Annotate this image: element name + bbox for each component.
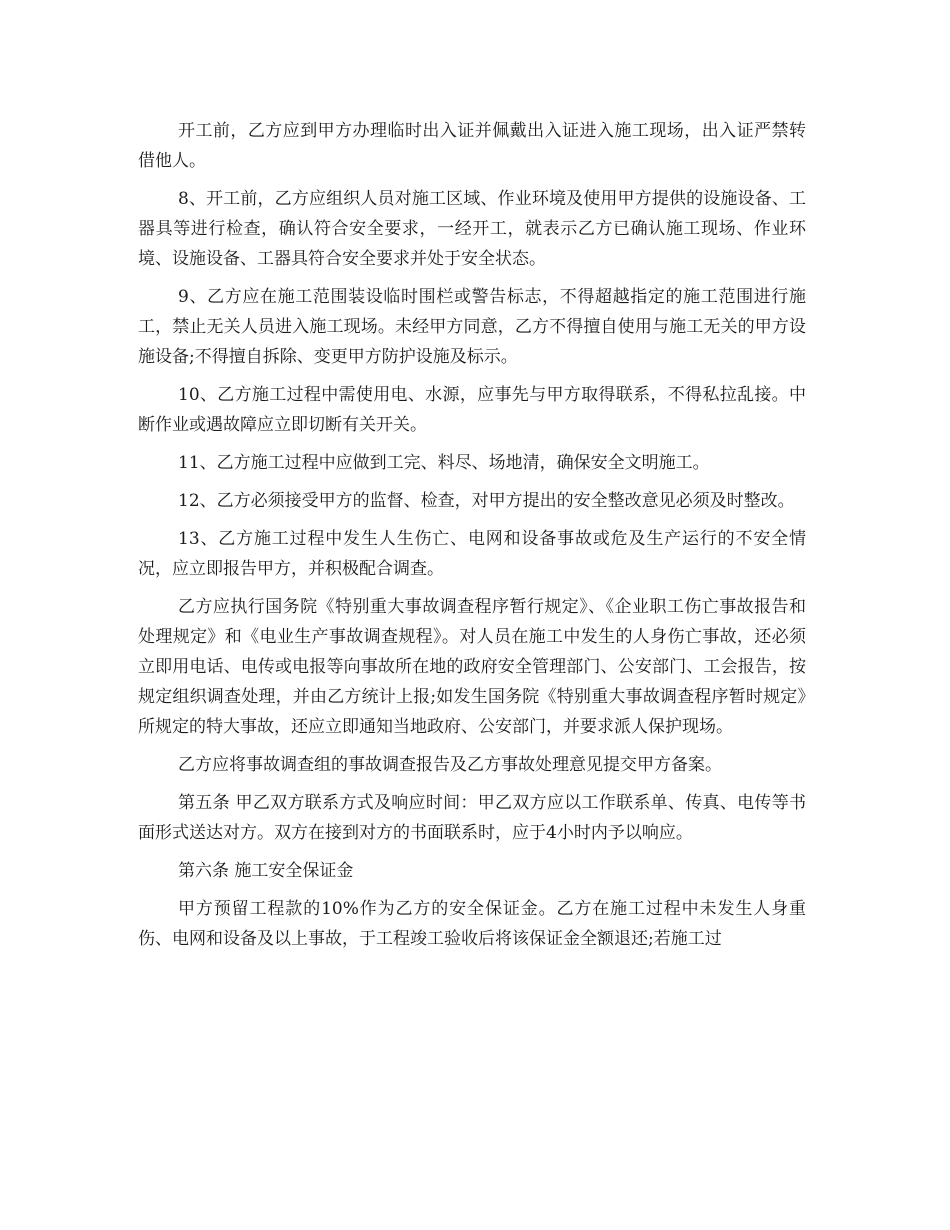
document-body — [138, 116, 806, 962]
paragraph-safety-deposit: 甲方预留工程款的10%作为乙方的安全保证金。乙方在施工过程中未发生人身重伤、电网和设备及以上事故，于工程竣工验收后将该保证金全额退还;若施工过 — [138, 899, 806, 949]
heading-article-6: 第六条 施工安全保证金 — [178, 861, 354, 881]
paragraph-report-filing: 乙方应将事故调查组的事故调查报告及乙方事故处理意见提交甲方备案。 — [178, 755, 722, 775]
paragraph-item-8: 8、开工前，乙方应组织人员对施工区域、作业环境及使用甲方提供的设施设备、工器具等进行检查，确认符合安全要求，一经开工，就表示乙方已确认施工现场、作业环境、设施设备、工器具符合安全要求并处于安全状态。 — [138, 189, 806, 269]
paragraph-accident-reporting: 乙方应执行国务院《特别重大事故调查程序暂行规定》、《企业职工伤亡事故报告和处理规定》和《电业生产事故调查规程》。对人员在施工中发生的人身伤亡事故，还必须立即用电话、电传或电报等向事故所在地的政府安全管理部门、公安部门、工会报告，按规定组织调查处理，并由乙方统计上报;如发生国务院《特别重大事故调查程序暂时规定》所规定的特大事故，还应立即通知当地政府、公安部门，并要求派人保护现场。 — [138, 597, 806, 737]
paragraph-item-10: 10、乙方施工过程中需使用电、水源，应事先与甲方取得联系，不得私拉乱接。中断作业或遇故障应立即切断有关开关。 — [138, 385, 806, 435]
paragraph-item-12: 12、乙方必须接受甲方的监督、检查，对甲方提出的安全整改意见必须及时整改。 — [178, 491, 795, 511]
paragraph-item-9: 9、乙方应在施工范围装设临时围栏或警告标志，不得超越指定的施工范围进行施工，禁止无关人员进入施工现场。未经甲方同意，乙方不得擅自使用与施工无关的甲方设施设备;不得擅自拆除、变更甲方防护设施及标示。 — [138, 287, 806, 367]
paragraph-entry-pass: 开工前，乙方应到甲方办理临时出入证并佩戴出入证进入施工现场，出入证严禁转借他人。 — [138, 121, 806, 171]
paragraph-item-13: 13、乙方施工过程中发生人生伤亡、电网和设备事故或危及生产运行的不安全情况，应立即报告甲方，并积极配合调查。 — [138, 529, 806, 579]
paragraph-article-5: 第五条 甲乙双方联系方式及响应时间：甲乙双方应以工作联系单、传真、电传等书面形式送达对方。双方在接到对方的书面联系时，应于4小时内予以响应。 — [138, 793, 806, 843]
paragraph-item-11: 11、乙方施工过程中应做到工完、料尽、场地清，确保安全文明施工。 — [178, 453, 710, 473]
